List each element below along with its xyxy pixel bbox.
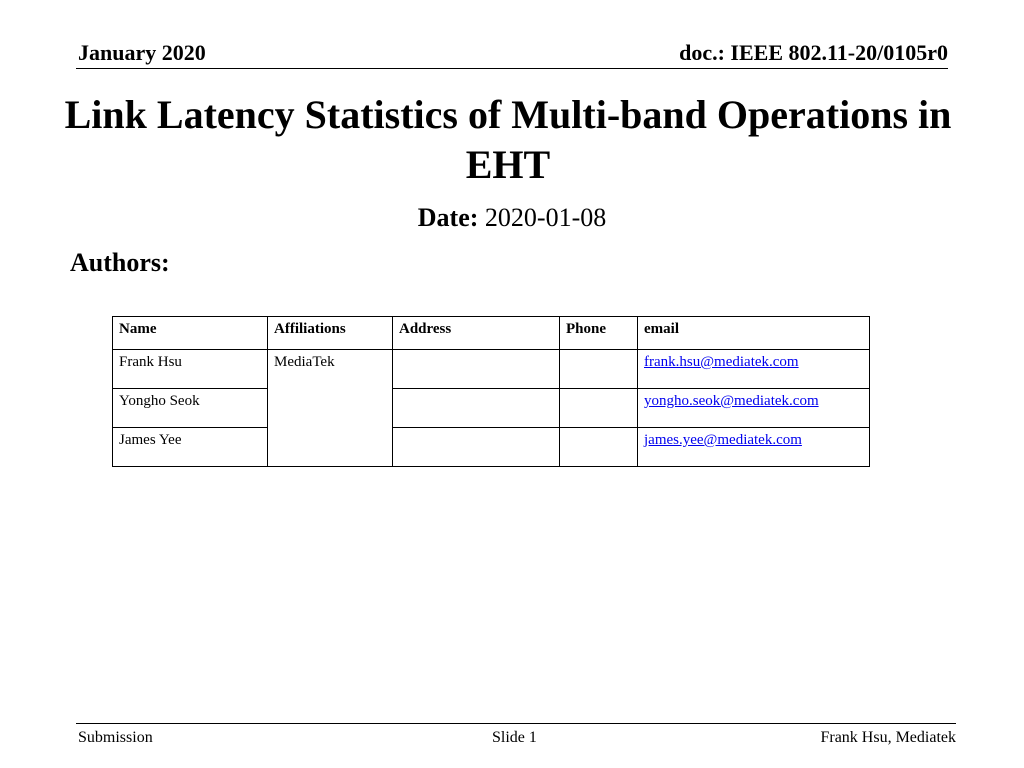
author-email-link[interactable]: yongho.seok@mediatek.com (644, 393, 819, 409)
footer-slide-number: Slide 1 (492, 729, 537, 746)
date-label: Date: (417, 203, 479, 232)
author-phone (560, 389, 638, 428)
authors-table (112, 316, 870, 467)
author-name: Yongho Seok (113, 389, 268, 428)
author-affiliation: MediaTek (268, 350, 393, 467)
author-email-cell (638, 428, 870, 467)
header-date: January 2020 (78, 40, 206, 65)
table-header-row (113, 317, 870, 350)
author-name: Frank Hsu (113, 350, 268, 389)
header-doc-id: doc.: IEEE 802.11-20/0105r0 (679, 40, 948, 65)
column-header-name: Name (113, 317, 268, 350)
date-line (0, 202, 1024, 234)
author-phone (560, 428, 638, 467)
table-row (113, 350, 870, 389)
column-header-address: Address (393, 317, 560, 350)
author-address (393, 350, 560, 389)
author-address (393, 389, 560, 428)
column-header-phone: Phone (560, 317, 638, 350)
slide-title: Link Latency Statistics of Multi-band Operations in EHT (64, 92, 952, 187)
author-email-link[interactable]: frank.hsu@mediatek.com (644, 354, 799, 370)
column-header-affiliations: Affiliations (268, 317, 393, 350)
author-phone (560, 350, 638, 389)
author-email-link[interactable]: james.yee@mediatek.com (644, 432, 802, 448)
footer-submission: Submission (78, 729, 153, 746)
author-address (393, 428, 560, 467)
author-email-cell (638, 389, 870, 428)
authors-heading: Authors: (70, 248, 170, 277)
footer-divider (76, 723, 956, 724)
author-email-cell (638, 350, 870, 389)
date-value: 2020-01-08 (484, 203, 607, 232)
author-name: James Yee (113, 428, 268, 467)
table-row (113, 389, 870, 428)
table-row (113, 428, 870, 467)
footer-author: Frank Hsu, Mediatek (820, 729, 956, 746)
column-header-email: email (638, 317, 870, 350)
header-divider (76, 68, 948, 69)
